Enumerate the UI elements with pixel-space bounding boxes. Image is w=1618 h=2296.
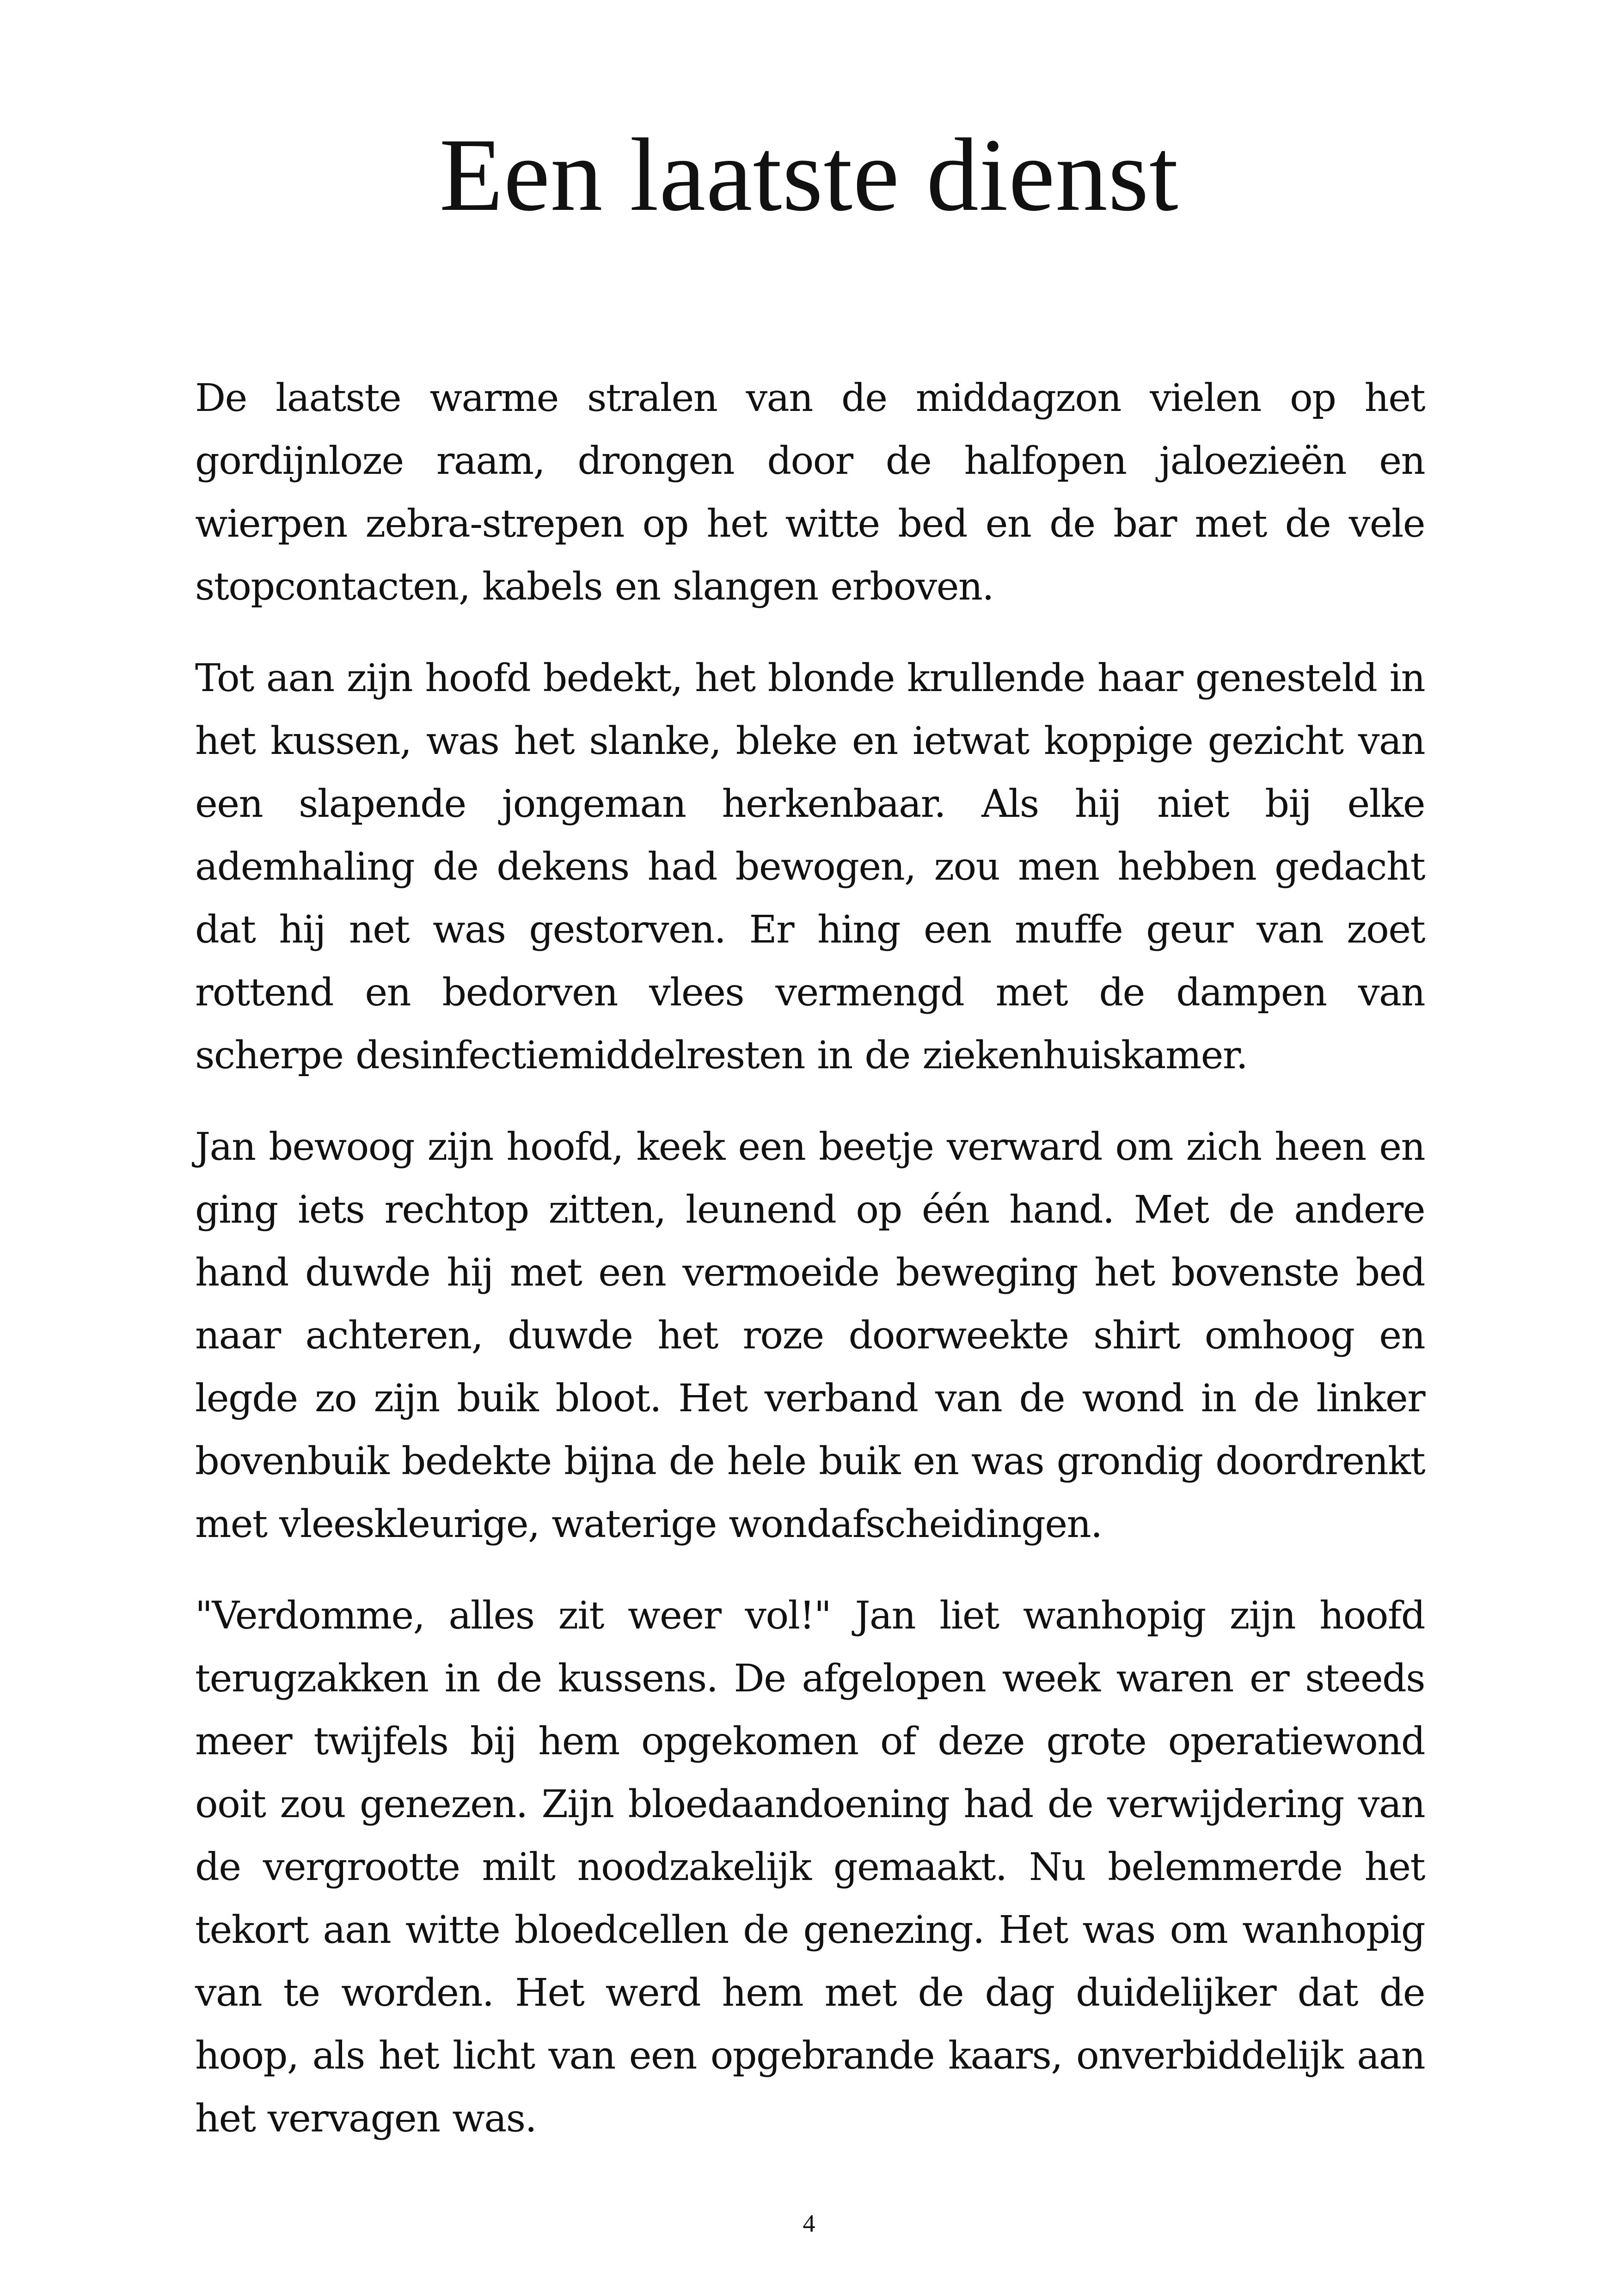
body-text — [195, 367, 1425, 2179]
paragraph: Jan bewoog zijn hoofd, keek een beetje verward om zich heen en ging iets rechtop zitten, leunend op één hand. Met de andere hand duwde hij met een vermoeide beweging het bovenste bed naar achteren, duwde het roze doorweekte shirt omhoog en legde zo zijn buik bloot. Het verband van de wond in de linker bovenbuik bedekte bijna de hele buik en was grondig doordrenkt met vleeskleurige, waterige wondafscheidingen. — [195, 1125, 1425, 1546]
chapter-title: Een laatste dienst — [439, 117, 1179, 233]
paragraph: "Verdomme, alles zit weer vol!" Jan liet wanhopig zijn hoofd terugzakken in de kussens. De afgelopen week waren er steeds meer twijfels bij hem opgekomen of deze grote operatiewond ooit zou genezen. Zijn bloedaandoening had de verwijdering van de vergrootte milt noodzakelijk gemaakt. Nu belemmerde het tekort aan witte bloedcellen de genezing. Het was om wanhopig van te worden. Het werd hem met de dag duidelijker dat de hoop, als het licht van een opgebrande kaars, onverbiddelijk aan het vervagen was. — [195, 1593, 1425, 2141]
page-number: 4 — [803, 2210, 815, 2237]
paragraph: De laatste warme stralen van de middagzon vielen op het gordijnloze raam, drongen door de halfopen jaloezieën en wierpen zebra-strepen op het witte bed en de bar met de vele stopcontacten, kabels en slangen erboven. — [195, 376, 1425, 609]
paragraph: Tot aan zijn hoofd bedekt, het blonde krullende haar genesteld in het kussen, was het slanke, bleke en ietwat koppige gezicht van een slapende jongeman herkenbaar. Als hij niet bij elke ademhaling de dekens had bewogen, zou men hebben gedacht dat hij net was gestorven. Er hing een muffe geur van zoet rottend en bedorven vlees vermengd met de dampen van scherpe desinfectiemiddelresten in de ziekenhuiskamer. — [195, 656, 1425, 1078]
